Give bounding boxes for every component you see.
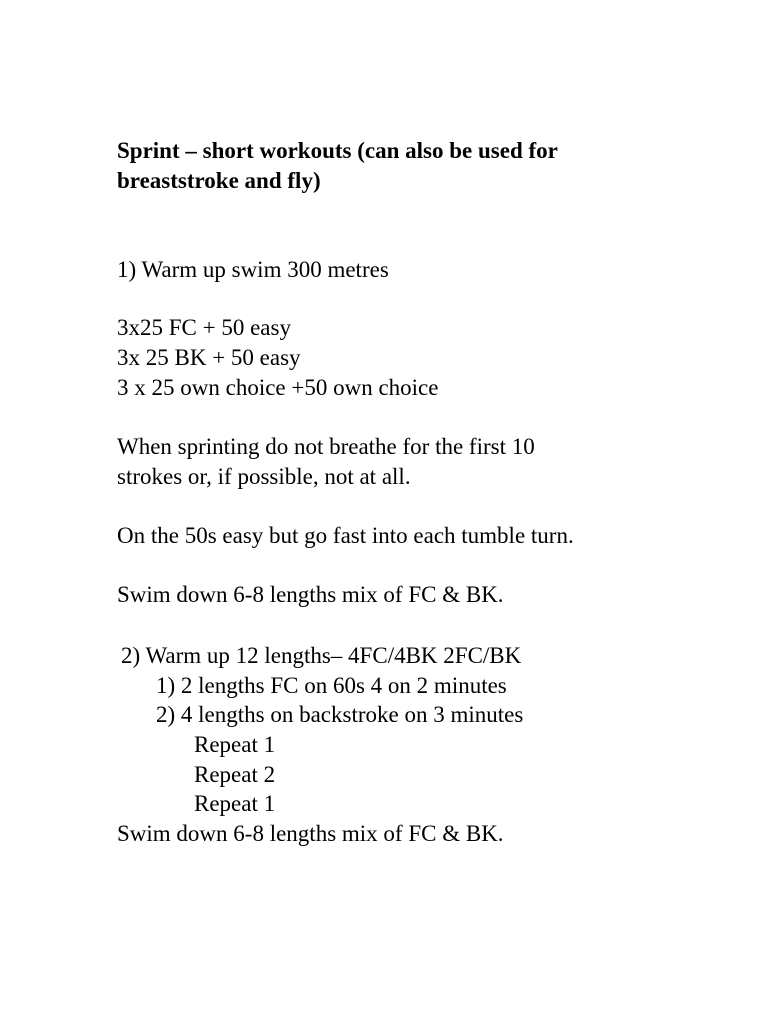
title-line-1: Sprint – short workouts (can also be used for <box>117 138 558 163</box>
workout-1-set: 3 x 25 own choice +50 own choice <box>117 375 439 400</box>
repeat-line: Repeat 2 <box>194 762 276 787</box>
workout-1-heading: 1) Warm up swim 300 metres <box>117 257 389 282</box>
breathing-note-line-1: When sprinting do not breathe for the first 10 <box>117 434 535 459</box>
workout-1-swim-down: Swim down 6-8 lengths mix of FC & BK. <box>117 582 504 607</box>
workout-2-swim-down: Swim down 6-8 lengths mix of FC & BK. <box>117 821 504 846</box>
workout-2-item: 2) 4 lengths on backstroke on 3 minutes <box>156 702 524 727</box>
tumble-turn-note: On the 50s easy but go fast into each tumble turn. <box>117 523 574 548</box>
workout-2-item: 1) 2 lengths FC on 60s 4 on 2 minutes <box>156 673 507 698</box>
repeat-line: Repeat 1 <box>194 791 276 816</box>
repeat-line: Repeat 1 <box>194 732 276 757</box>
workout-1-set: 3x 25 BK + 50 easy <box>117 345 301 370</box>
workout-2-heading: 2) Warm up 12 lengths– 4FC/4BK 2FC/BK <box>121 643 522 668</box>
workout-1-set: 3x25 FC + 50 easy <box>117 315 291 340</box>
breathing-note-line-2: strokes or, if possible, not at all. <box>117 464 411 489</box>
title-line-2: breaststroke and fly) <box>117 168 321 193</box>
